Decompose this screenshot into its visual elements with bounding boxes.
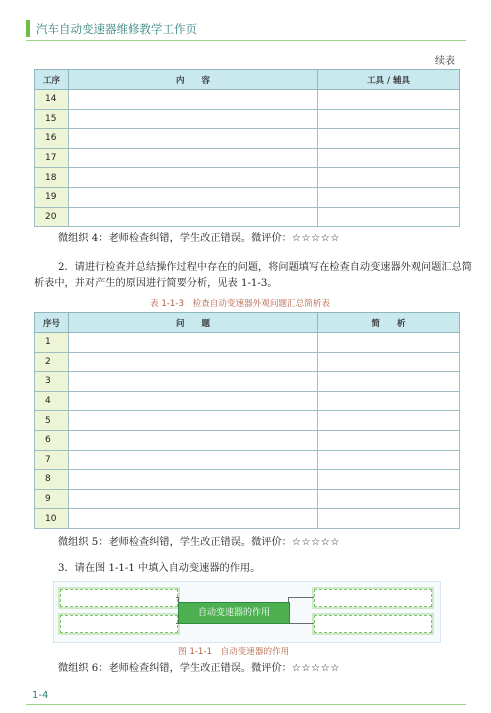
row-number-cell: 17 — [35, 148, 69, 168]
row-number-cell: 18 — [35, 168, 69, 188]
blank-fill-cell[interactable] — [69, 372, 318, 392]
blank-fill-cell[interactable] — [69, 148, 318, 168]
table-row — [35, 90, 460, 110]
row-number-cell: 14 — [35, 90, 69, 110]
blank-fill-cell[interactable] — [69, 168, 318, 188]
column-header-serial: 序号 — [35, 313, 69, 333]
micro-organization-4 — [58, 232, 340, 246]
table-row — [35, 450, 460, 470]
blank-fill-cell[interactable] — [318, 207, 460, 227]
blank-fill-cell[interactable] — [69, 391, 318, 411]
blank-fill-cell[interactable] — [318, 90, 460, 110]
table-row — [35, 391, 460, 411]
table-header-row — [35, 313, 460, 333]
row-number-cell: 20 — [35, 207, 69, 227]
row-number-cell: 19 — [35, 187, 69, 207]
blank-fill-cell[interactable] — [318, 430, 460, 450]
answer-box-bottom-right[interactable] — [314, 615, 432, 633]
center-label-box: 自动变速器的作用 — [178, 602, 290, 624]
blank-fill-cell[interactable] — [318, 470, 460, 490]
table-row — [35, 168, 460, 188]
connector-right-top — [288, 597, 314, 598]
task-2-line-1: 2．请进行检查并总结操作过程中存在的问题，将问题填写在检查自动变速器外观问题汇总简 — [58, 262, 472, 273]
rating-stars[interactable]: ☆☆☆☆☆ — [291, 537, 341, 548]
table-row — [35, 372, 460, 392]
blank-fill-cell[interactable] — [69, 207, 318, 227]
column-header-analysis: 简 析 — [318, 313, 460, 333]
micro-6-text: 微组织 6：老师检查纠错，学生改正错误。微评价： — [58, 663, 292, 674]
micro-5-text: 微组织 5：老师检查纠错，学生改正错误。微评价： — [58, 537, 292, 548]
blank-fill-cell[interactable] — [318, 187, 460, 207]
blank-fill-cell[interactable] — [318, 509, 460, 529]
connector-left-top-tick — [176, 597, 179, 598]
row-number-cell: 6 — [35, 430, 69, 450]
answer-box-top-left[interactable] — [60, 589, 178, 607]
row-number-cell: 15 — [35, 109, 69, 129]
rating-stars[interactable]: ☆☆☆☆☆ — [291, 663, 341, 674]
micro-4-text: 微组织 4：老师检查纠错，学生改正错误。微评价： — [58, 233, 292, 244]
row-number-cell: 7 — [35, 450, 69, 470]
blank-fill-cell[interactable] — [69, 489, 318, 509]
process-table — [34, 69, 460, 227]
blank-fill-cell[interactable] — [318, 333, 460, 353]
figure-caption: 图 1-1-1 自动变速器的作用 — [178, 647, 290, 657]
micro-organization-6 — [58, 662, 340, 676]
task-3-text: 3．请在图 1-1-1 中填入自动变速器的作用。 — [58, 563, 261, 574]
task-2-line-2: 析表中，并对产生的原因进行简要分析，见表 1-1-3。 — [34, 278, 278, 289]
row-number-cell: 2 — [35, 352, 69, 372]
table-row — [35, 129, 460, 149]
blank-fill-cell[interactable] — [69, 352, 318, 372]
blank-fill-cell[interactable] — [318, 168, 460, 188]
row-number-cell: 8 — [35, 470, 69, 490]
rating-stars[interactable]: ☆☆☆☆☆ — [291, 233, 341, 244]
blank-fill-cell[interactable] — [69, 129, 318, 149]
table-caption: 表 1-1-3 检查自动变速器外观问题汇总简析表 — [150, 299, 331, 309]
table-row — [35, 430, 460, 450]
row-number-cell: 10 — [35, 509, 69, 529]
answer-box-bottom-left[interactable] — [60, 615, 178, 633]
blank-fill-cell[interactable] — [69, 430, 318, 450]
blank-fill-cell[interactable] — [318, 109, 460, 129]
table-row — [35, 207, 460, 227]
blank-fill-cell[interactable] — [318, 450, 460, 470]
table-row — [35, 509, 460, 529]
row-number-cell: 3 — [35, 372, 69, 392]
issue-summary-table — [34, 312, 460, 529]
blank-fill-cell[interactable] — [69, 109, 318, 129]
page-number: 1-4 — [32, 690, 49, 701]
row-number-cell: 16 — [35, 129, 69, 149]
blank-fill-cell[interactable] — [69, 333, 318, 353]
table-row — [35, 411, 460, 431]
blank-fill-cell[interactable] — [318, 372, 460, 392]
table-row — [35, 470, 460, 490]
column-header-content: 内 容 — [69, 70, 318, 90]
row-number-cell: 4 — [35, 391, 69, 411]
row-number-cell: 9 — [35, 489, 69, 509]
blank-fill-cell[interactable] — [69, 450, 318, 470]
table-row — [35, 333, 460, 353]
continued-label: 续表 — [435, 56, 455, 67]
table-row — [35, 489, 460, 509]
blank-fill-cell[interactable] — [69, 470, 318, 490]
table-row — [35, 109, 460, 129]
column-header-tools: 工具 / 辅具 — [318, 70, 460, 90]
blank-fill-cell[interactable] — [318, 148, 460, 168]
blank-fill-cell[interactable] — [69, 187, 318, 207]
table-row — [35, 148, 460, 168]
answer-box-top-right[interactable] — [314, 589, 432, 607]
header-rule — [26, 40, 466, 41]
row-number-cell: 1 — [35, 333, 69, 353]
blank-fill-cell[interactable] — [318, 391, 460, 411]
micro-organization-5 — [58, 536, 340, 550]
blank-fill-cell[interactable] — [69, 411, 318, 431]
blank-fill-cell[interactable] — [318, 352, 460, 372]
blank-fill-cell[interactable] — [318, 489, 460, 509]
table-row — [35, 352, 460, 372]
blank-fill-cell[interactable] — [318, 411, 460, 431]
running-header-title: 汽车自动变速器维修教学工作页 — [36, 22, 197, 36]
column-header-issue: 问 题 — [69, 313, 318, 333]
blank-fill-cell[interactable] — [318, 129, 460, 149]
footer-rule — [26, 704, 466, 705]
row-number-cell: 5 — [35, 411, 69, 431]
table-row — [35, 187, 460, 207]
blank-fill-cell[interactable] — [69, 90, 318, 110]
blank-fill-cell[interactable] — [69, 509, 318, 529]
header-accent-bar — [26, 20, 30, 37]
table-header-row — [35, 70, 460, 90]
column-header-step: 工序 — [35, 70, 69, 90]
connector-right-bottom — [288, 623, 314, 624]
